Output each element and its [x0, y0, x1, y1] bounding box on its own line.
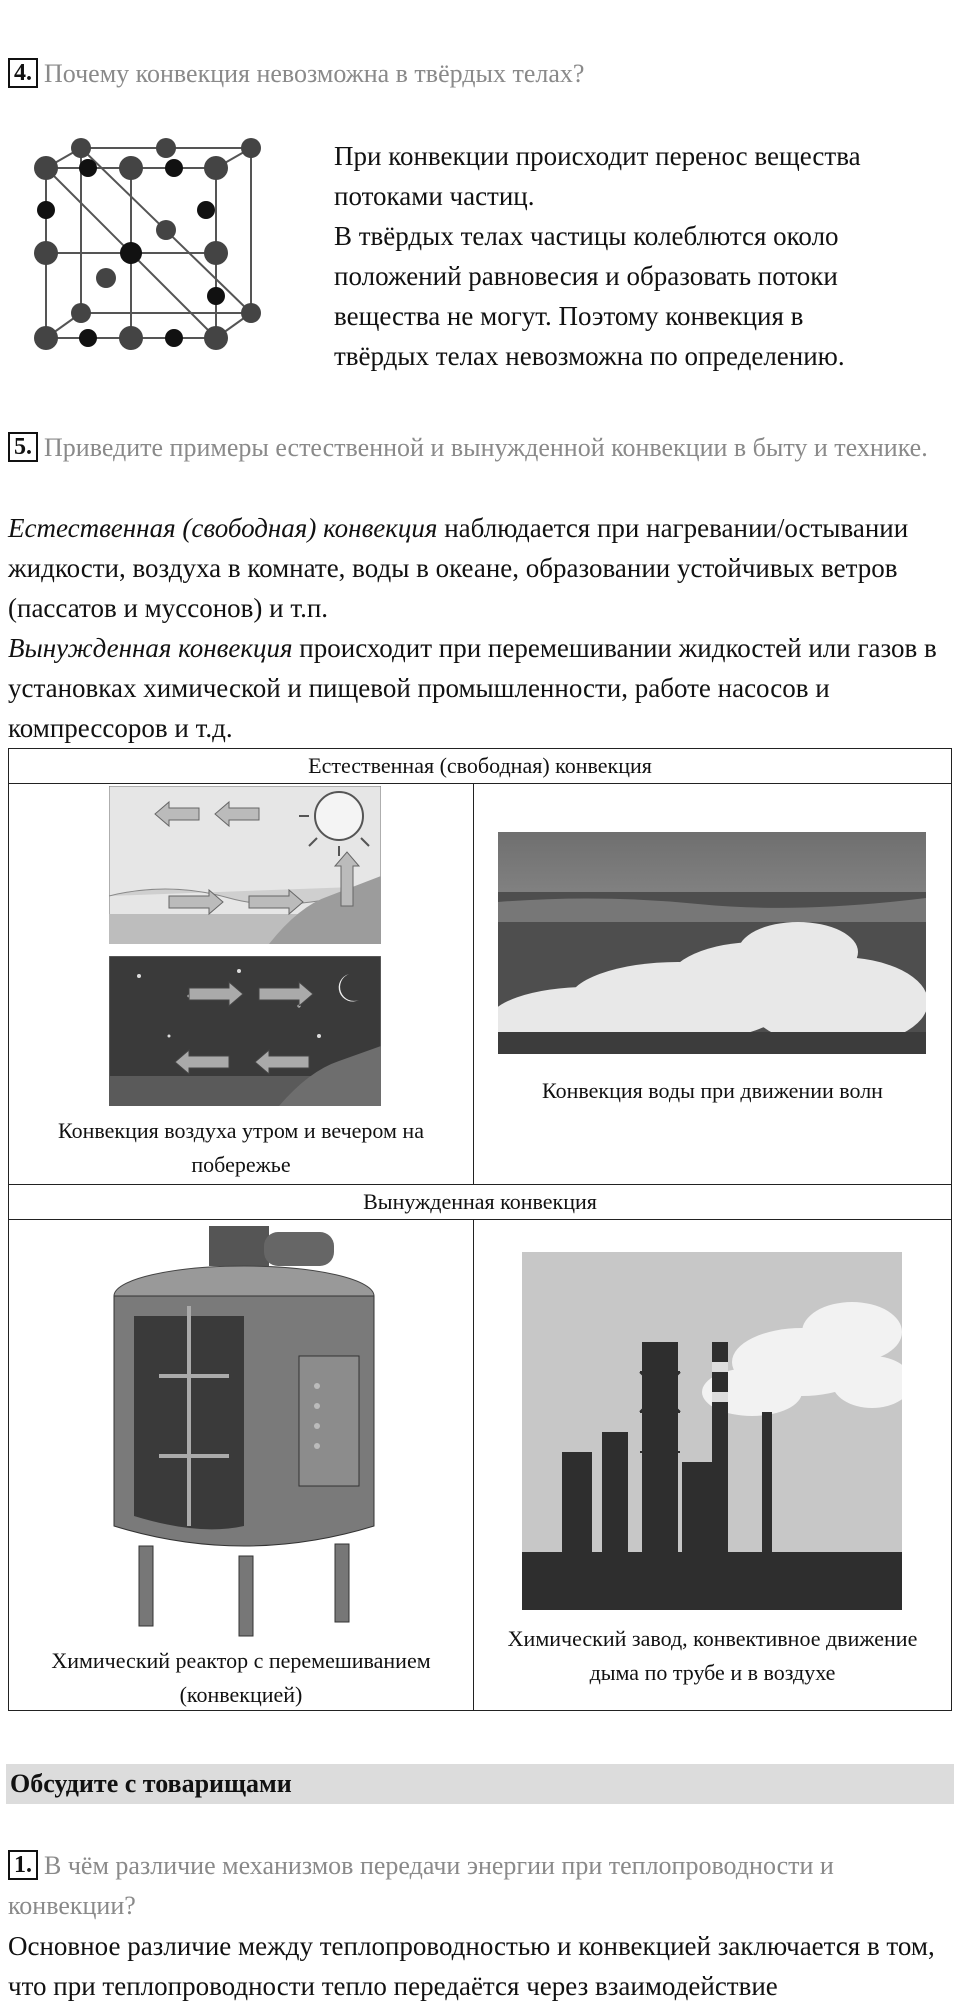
- forced-convection-header: Вынужденная конвекция: [9, 1185, 952, 1220]
- chemical-reactor-image: [99, 1226, 389, 1642]
- natural-convection-header: Естественная (свободная) конвекция: [9, 749, 952, 784]
- waves-photo: [498, 832, 926, 1054]
- answer-line: При конвекции происходит перенос вещества: [334, 141, 861, 171]
- discuss-question-1-answer: [8, 1926, 952, 2006]
- reactor-caption: Химический реактор с перемешиванием (конвекцией): [51, 1648, 431, 1707]
- question-number: 5.: [8, 432, 38, 462]
- question-text: Приведите примеры естественной и вынужденной конвекции в быту и технике.: [44, 433, 928, 462]
- question-text: Почему конвекция невозможна в твёрдых телах?: [44, 59, 585, 88]
- question-4-answer: [334, 136, 944, 376]
- discuss-section-header: Обсудите с товарищами: [6, 1764, 954, 1804]
- question-number: 4.: [8, 58, 38, 88]
- plant-cell: [474, 1220, 952, 1711]
- waves-cell: [474, 784, 952, 1185]
- answer-line: потоками частиц.: [334, 181, 535, 211]
- forced-convection-text: происходит при перемешивании жидкостей или газов в установках химической и пищевой промышленности, работе насосов и компрессоров и т.д.: [8, 633, 937, 743]
- coast-breeze-caption: Конвекция воздуха утром и вечером на побережье: [58, 1118, 424, 1177]
- night-breeze-diagram: [109, 956, 381, 1106]
- question-text: В чём различие механизмов передачи энергии при теплопроводности и конвекции?: [8, 1851, 834, 1920]
- plant-caption: Химический завод, конвективное движение дыма по трубе и в воздухе: [507, 1626, 918, 1685]
- answer-text: Основное различие между теплопроводностью и конвекцией заключается в том, что при теплопроводности тепло передаётся через взаимодействие: [8, 1931, 935, 2001]
- answer-line: В твёрдых телах частицы колеблются около: [334, 221, 839, 251]
- natural-convection-paragraph: [8, 508, 952, 628]
- natural-convection-text: наблюдается при нагревании/остывании жидкости, воздуха в комнате, воды в океане, образовании устойчивых ветров (пассатов и муссонов) и т.п.: [8, 513, 909, 623]
- question-5-answer: [8, 508, 952, 748]
- question-5-heading: [8, 428, 948, 468]
- convection-examples-table: [8, 748, 952, 1711]
- answer-line: твёрдых телах невозможна по определению.: [334, 341, 845, 371]
- answer-line: вещества не могут. Поэтому конвекция в: [334, 301, 804, 331]
- question-number: 1.: [8, 1850, 38, 1880]
- waves-caption: Конвекция воды при движении волн: [542, 1078, 883, 1103]
- day-breeze-diagram: [109, 786, 381, 944]
- question-4-heading: [8, 54, 948, 94]
- chemical-plant-photo: [522, 1252, 902, 1610]
- forced-convection-paragraph: [8, 628, 952, 748]
- natural-convection-term: Естественная (свободная) конвекция: [8, 513, 438, 543]
- forced-convection-term: Вынужденная конвекция: [8, 633, 293, 663]
- coast-breeze-cell: [9, 784, 474, 1185]
- answer-line: положений равновесия и образовать потоки: [334, 261, 838, 291]
- crystal-lattice-image: [16, 138, 278, 360]
- reactor-cell: [9, 1220, 474, 1711]
- discuss-question-1-heading: [8, 1846, 948, 1926]
